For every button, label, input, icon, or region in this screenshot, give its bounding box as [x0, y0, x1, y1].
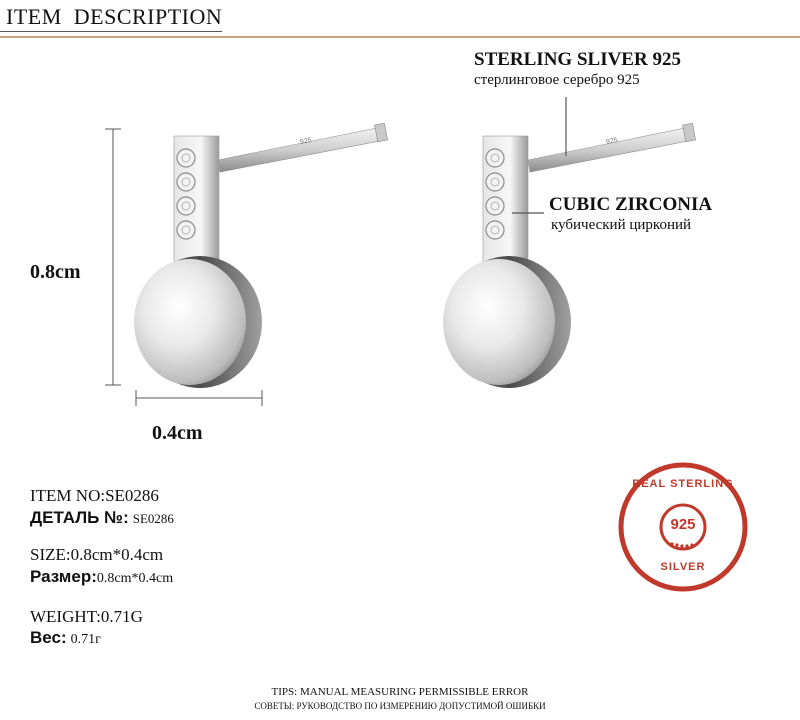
- height-label: 0.8cm: [30, 261, 81, 283]
- spec-value: 0.71г: [70, 632, 101, 647]
- spec-value: 0.71G: [100, 607, 143, 626]
- spec-item-no: [30, 486, 159, 506]
- earring-post: [528, 127, 693, 172]
- spec-value: 0.8cm*0.4cm: [96, 571, 174, 586]
- title-word-description: DESCRIPTION: [73, 4, 223, 29]
- earring-post: [218, 127, 385, 172]
- callout-zirconia-en: CUBIC ZIRCONIA: [549, 194, 713, 215]
- spec-label: SIZE:: [30, 545, 71, 564]
- stamp-top-text: REAL STERLING: [632, 478, 734, 490]
- earring-disc: [134, 259, 246, 385]
- spec-label: ITEM NO:: [30, 486, 106, 505]
- callout-silver-en: STERLING SLIVER 925: [474, 49, 681, 70]
- callout-zirconia-ru: кубический цирконий: [551, 217, 692, 233]
- earring-left: [134, 123, 388, 388]
- post-engraving: 925: [605, 136, 619, 147]
- tips-en: TIPS: MANUAL MEASURING PERMISSIBLE ERROR: [271, 686, 529, 698]
- spec-label: ДЕТАЛЬ №:: [30, 508, 129, 527]
- title-word-item: ITEM: [6, 4, 62, 29]
- spec-label: Вес:: [30, 628, 67, 647]
- callout-silver-ru: стерлинговое серебро 925: [474, 72, 640, 88]
- spec-weight: [30, 607, 143, 627]
- spec-label: WEIGHT:: [30, 607, 101, 626]
- stamp-bottom-text: SILVER: [660, 561, 706, 573]
- earring-disc: [443, 259, 555, 385]
- tips-ru: СОВЕТЫ: РУКОВОДСТВО ПО ИЗМЕРЕНИЮ ДОПУСТИМОЙ ОШИБКИ: [254, 701, 546, 711]
- spec-item-no-ru: [30, 508, 174, 528]
- spec-value: 0.8cm*0.4cm: [70, 545, 164, 564]
- post-engraving: 925: [299, 136, 313, 147]
- spec-size-ru: [30, 567, 173, 587]
- dimension-width-line: [136, 390, 262, 406]
- stamp-number: 925: [670, 516, 696, 533]
- spec-label: Размер:: [30, 567, 97, 586]
- spec-value: SE0286: [105, 486, 159, 505]
- spec-weight-ru: [30, 628, 101, 648]
- earring-right: [443, 123, 696, 388]
- spec-size: [30, 545, 163, 565]
- spec-value: SE0286: [132, 511, 174, 526]
- width-label: 0.4cm: [152, 422, 203, 444]
- dimension-height-line: [105, 129, 121, 385]
